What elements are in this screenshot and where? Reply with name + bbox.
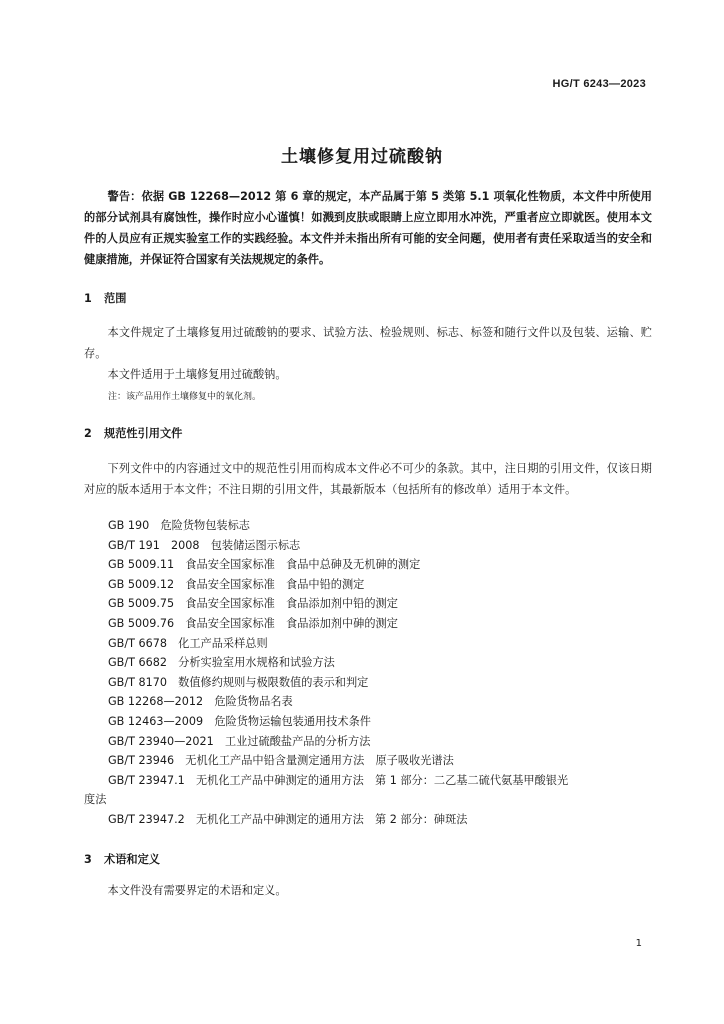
page-number: 1 <box>635 938 642 949</box>
reference-item: GB/T 8170 数值修约规则与极限数值的表示和判定 <box>108 675 369 689</box>
reference-item: GB 190 危险货物包装标志 <box>108 519 250 532</box>
section-2-title: 规范性引用文件 <box>104 427 183 440</box>
terms-paragraph: 本文件没有需要界定的术语和定义。 <box>107 884 287 897</box>
reference-item: GB 12463—2009 危险货物运输包装通用技术条件 <box>108 714 371 728</box>
scope-paragraph: 本文件规定了土壤修复用过硫酸钠的要求、试验方法、检验规则、标志、标签和随行文件以及包装、运输、贮存。 <box>84 326 652 360</box>
section-3-title: 术语和定义 <box>104 853 160 866</box>
section-3-heading <box>84 851 160 867</box>
reference-item: GB/T 191 2008 包装储运图示标志 <box>108 538 301 552</box>
reference-item: GB 5009.11 食品安全国家标准 食品中总砷及无机砷的测定 <box>108 558 421 572</box>
reference-item: GB/T 23946 无机化工产品中铅含量测定通用方法 原子吸收光谱法 <box>108 754 454 768</box>
document-title: 土壤修复用过硫酸钠 <box>281 147 443 167</box>
reference-item: GB/T 6682 分析实验室用水规格和试验方法 <box>108 656 335 670</box>
reference-item: GB/T 23947.2 无机化工产品中砷测定的通用方法 第 2 部分：砷斑法 <box>108 812 468 826</box>
references-intro: 下列文件中的内容通过文中的规范性引用而构成本文件必不可少的条款。其中，注日期的引用文件，仅该日期对应的版本适用于本文件；不注日期的引用文件，其最新版本（包括所有的修改单）适用于本文件。 <box>84 462 652 496</box>
reference-item-wrapped <box>84 771 652 810</box>
reference-item: GB/T 6678 化工产品采样总则 <box>108 636 268 650</box>
section-2-number: 2 <box>84 427 92 440</box>
reference-item: GB 5009.75 食品安全国家标准 食品添加剂中铅的测定 <box>108 597 398 611</box>
reference-item: GB 5009.76 食品安全国家标准 食品添加剂中砷的测定 <box>108 616 398 630</box>
section-1-number: 1 <box>84 292 92 305</box>
section-2-heading <box>84 425 182 441</box>
reference-item: GB/T 23940—2021 工业过硫酸盐产品的分析方法 <box>108 734 371 748</box>
reference-list <box>84 516 652 830</box>
scope-note: 注：该产品用作土壤修复中的氧化剂。 <box>108 392 262 402</box>
reference-item: GB 5009.12 食品安全国家标准 食品中铅的测定 <box>108 577 365 591</box>
reference-item-continuation: 度法 <box>84 793 107 807</box>
warning-paragraph: 警告：依据 GB 12268—2012 第 6 章的规定，本产品属于第 5 类第 5.1 项氧化性物质，本文件中所使用的部分试剂具有腐蚀性，操作时应小心谨慎！如溅到皮肤或眼睛上应立即用水冲洗，严重者应立即就医。使用本文件的人员应有正规实验室工作的实践经验。本文件并未指出所有可能的安全问题，使用者有责任采取适当的安全和健康措施，并保证符合国家有关法规规定的条件。 <box>84 190 652 266</box>
section-3-number: 3 <box>84 853 92 866</box>
applicability-paragraph: 本文件适用于土壤修复用过硫酸钠。 <box>107 368 287 381</box>
reference-item: GB 12268—2012 危险货物品名表 <box>108 695 293 709</box>
section-1-title: 范围 <box>104 292 127 305</box>
reference-item-line: GB/T 23947.1 无机化工产品中砷测定的通用方法 第 1 部分：二乙基二硫代氨基甲酸银光 <box>108 773 569 787</box>
document-code: HG/T 6243—2023 <box>552 78 646 90</box>
section-1-heading <box>84 290 126 306</box>
